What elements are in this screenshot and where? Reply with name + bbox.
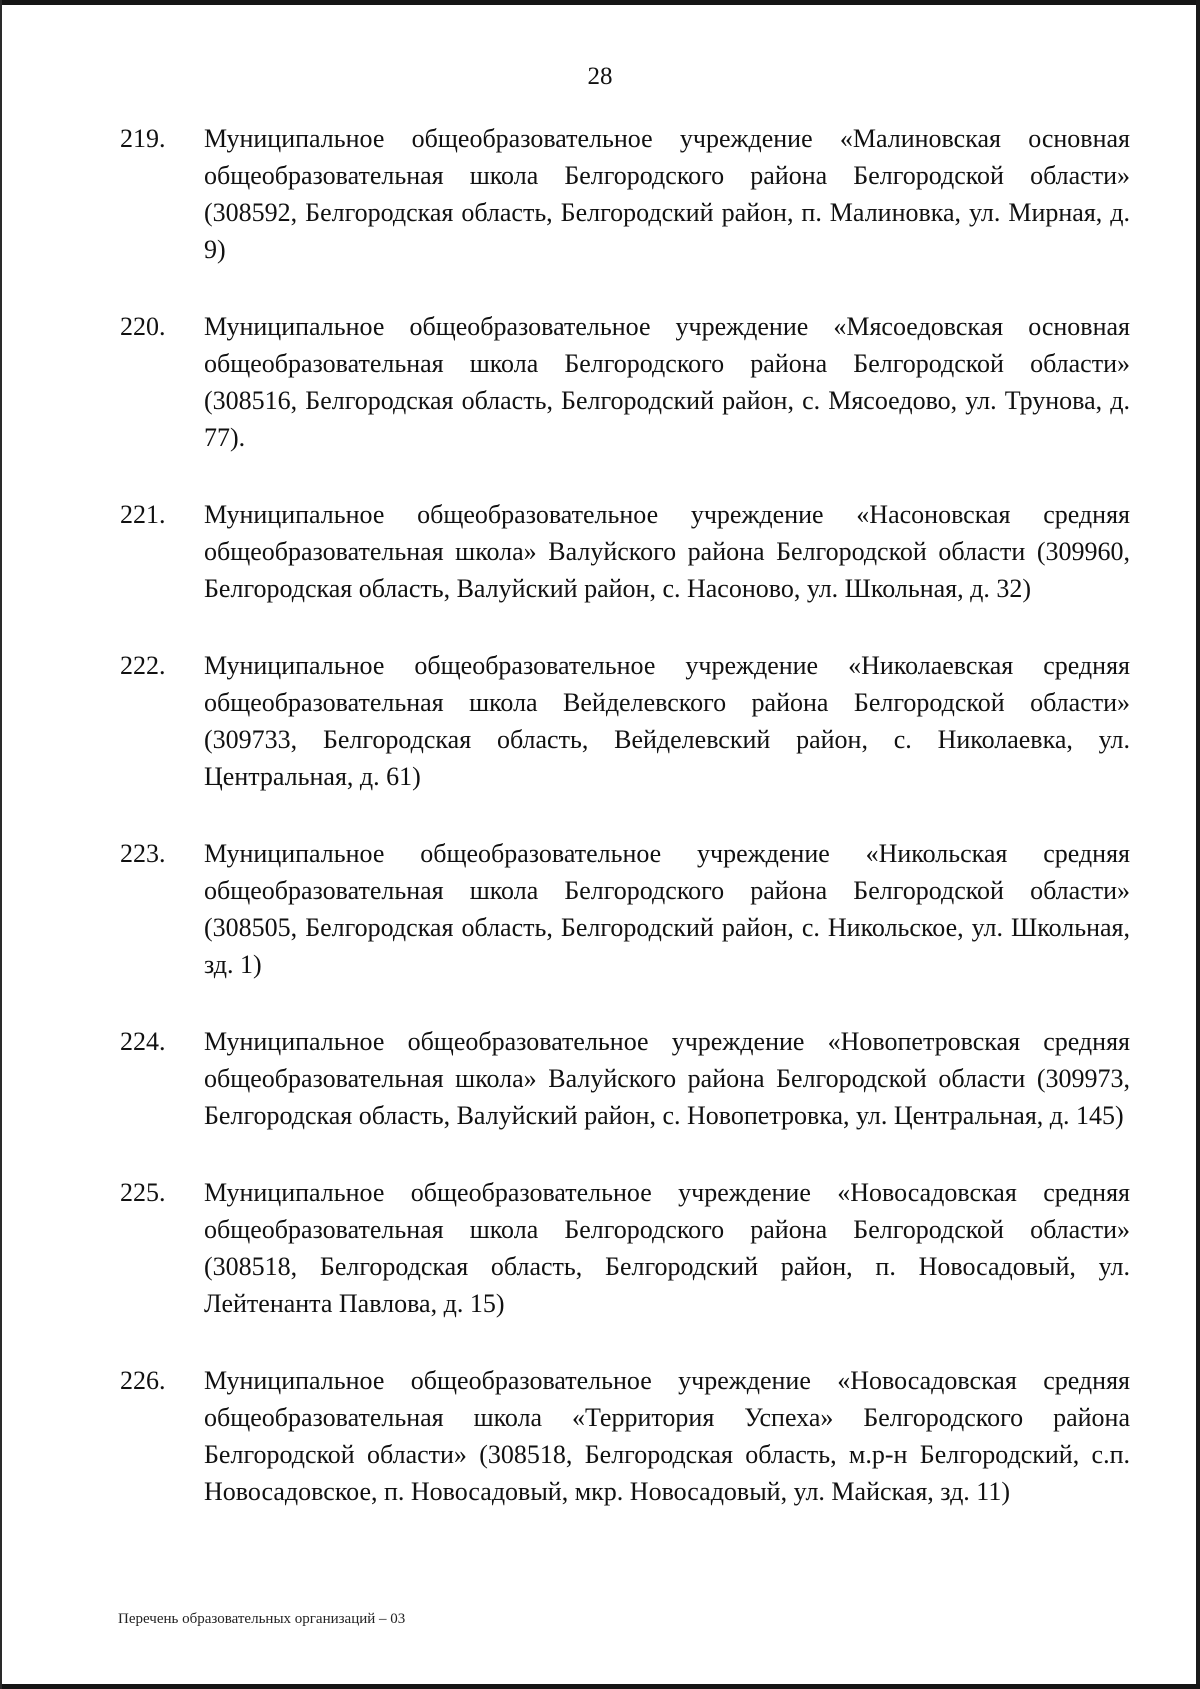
entry-text: Муниципальное общеобразовательное учреждение «Мясоедовская основная общеобразовательная школа Белгородского района Белгородской области» (308516, Белгородская область, Белгородский район, с. Мясоедово, ул. Трунова, д. 77).: [204, 312, 1130, 452]
list-item: [120, 1362, 1130, 1510]
entry-text: Муниципальное общеобразовательное учреждение «Новосадовская средняя общеобразовательная школа «Территория Успеха» Белгородского района Белгородской области» (308518, Белгородская область, м.р-н Белгородский, с.п. Новосадовское, п. Новосадовый, мкр. Новосадовый, ул. Майская, зд. 11): [204, 1366, 1130, 1506]
list-item: [120, 647, 1130, 795]
entry-number: 224.: [120, 1027, 166, 1056]
entry-text: Муниципальное общеобразовательное учреждение «Николаевская средняя общеобразовательная школа Вейделевского района Белгородской области» (309733, Белгородская область, Вейделевский район, с. Николаевка, ул. Центральная, д. 61): [204, 651, 1130, 791]
entry-text: Муниципальное общеобразовательное учреждение «Малиновская основная общеобразовательная школа Белгородского района Белгородской области» (308592, Белгородская область, Белгородский район, п. Малиновка, ул. Мирная, д. 9): [204, 124, 1130, 264]
scan-edge-right: [1196, 0, 1200, 1689]
list-item: [120, 120, 1130, 268]
scan-edge-bottom: [0, 1684, 1200, 1689]
document-footer: Перечень образовательных организаций – 03: [118, 1611, 406, 1627]
list-item: [120, 496, 1130, 607]
entry-text: Муниципальное общеобразовательное учреждение «Насоновская средняя общеобразовательная школа» Валуйского района Белгородской области (309960, Белгородская область, Валуйский район, с. Насоново, ул. Школьная, д. 32): [204, 500, 1130, 603]
entry-number: 226.: [120, 1366, 166, 1395]
scan-edge-left: [0, 0, 2, 1689]
list-item: [120, 1023, 1130, 1134]
list-item: [120, 308, 1130, 456]
list-item: [120, 1174, 1130, 1322]
organization-list: [120, 120, 1130, 1550]
entry-number: 221.: [120, 500, 166, 529]
entry-number: 220.: [120, 312, 166, 341]
entry-text: Муниципальное общеобразовательное учреждение «Никольская средняя общеобразовательная школа Белгородского района Белгородской области» (308505, Белгородская область, Белгородский район, с. Никольское, ул. Школьная, зд. 1): [204, 839, 1130, 979]
entry-number: 225.: [120, 1178, 166, 1207]
entry-text: Муниципальное общеобразовательное учреждение «Новосадовская средняя общеобразовательная школа Белгородского района Белгородской области» (308518, Белгородская область, Белгородский район, п. Новосадовый, ул. Лейтенанта Павлова, д. 15): [204, 1178, 1130, 1318]
entry-number: 222.: [120, 651, 166, 680]
list-item: [120, 835, 1130, 983]
entry-text: Муниципальное общеобразовательное учреждение «Новопетровская средняя общеобразовательная школа» Валуйского района Белгородской области (309973, Белгородская область, Валуйский район, с. Новопетровка, ул. Центральная, д. 145): [204, 1027, 1130, 1130]
entry-number: 223.: [120, 839, 166, 868]
page-number: 28: [587, 63, 613, 90]
scan-edge-top: [0, 0, 1200, 5]
entry-number: 219.: [120, 124, 166, 153]
